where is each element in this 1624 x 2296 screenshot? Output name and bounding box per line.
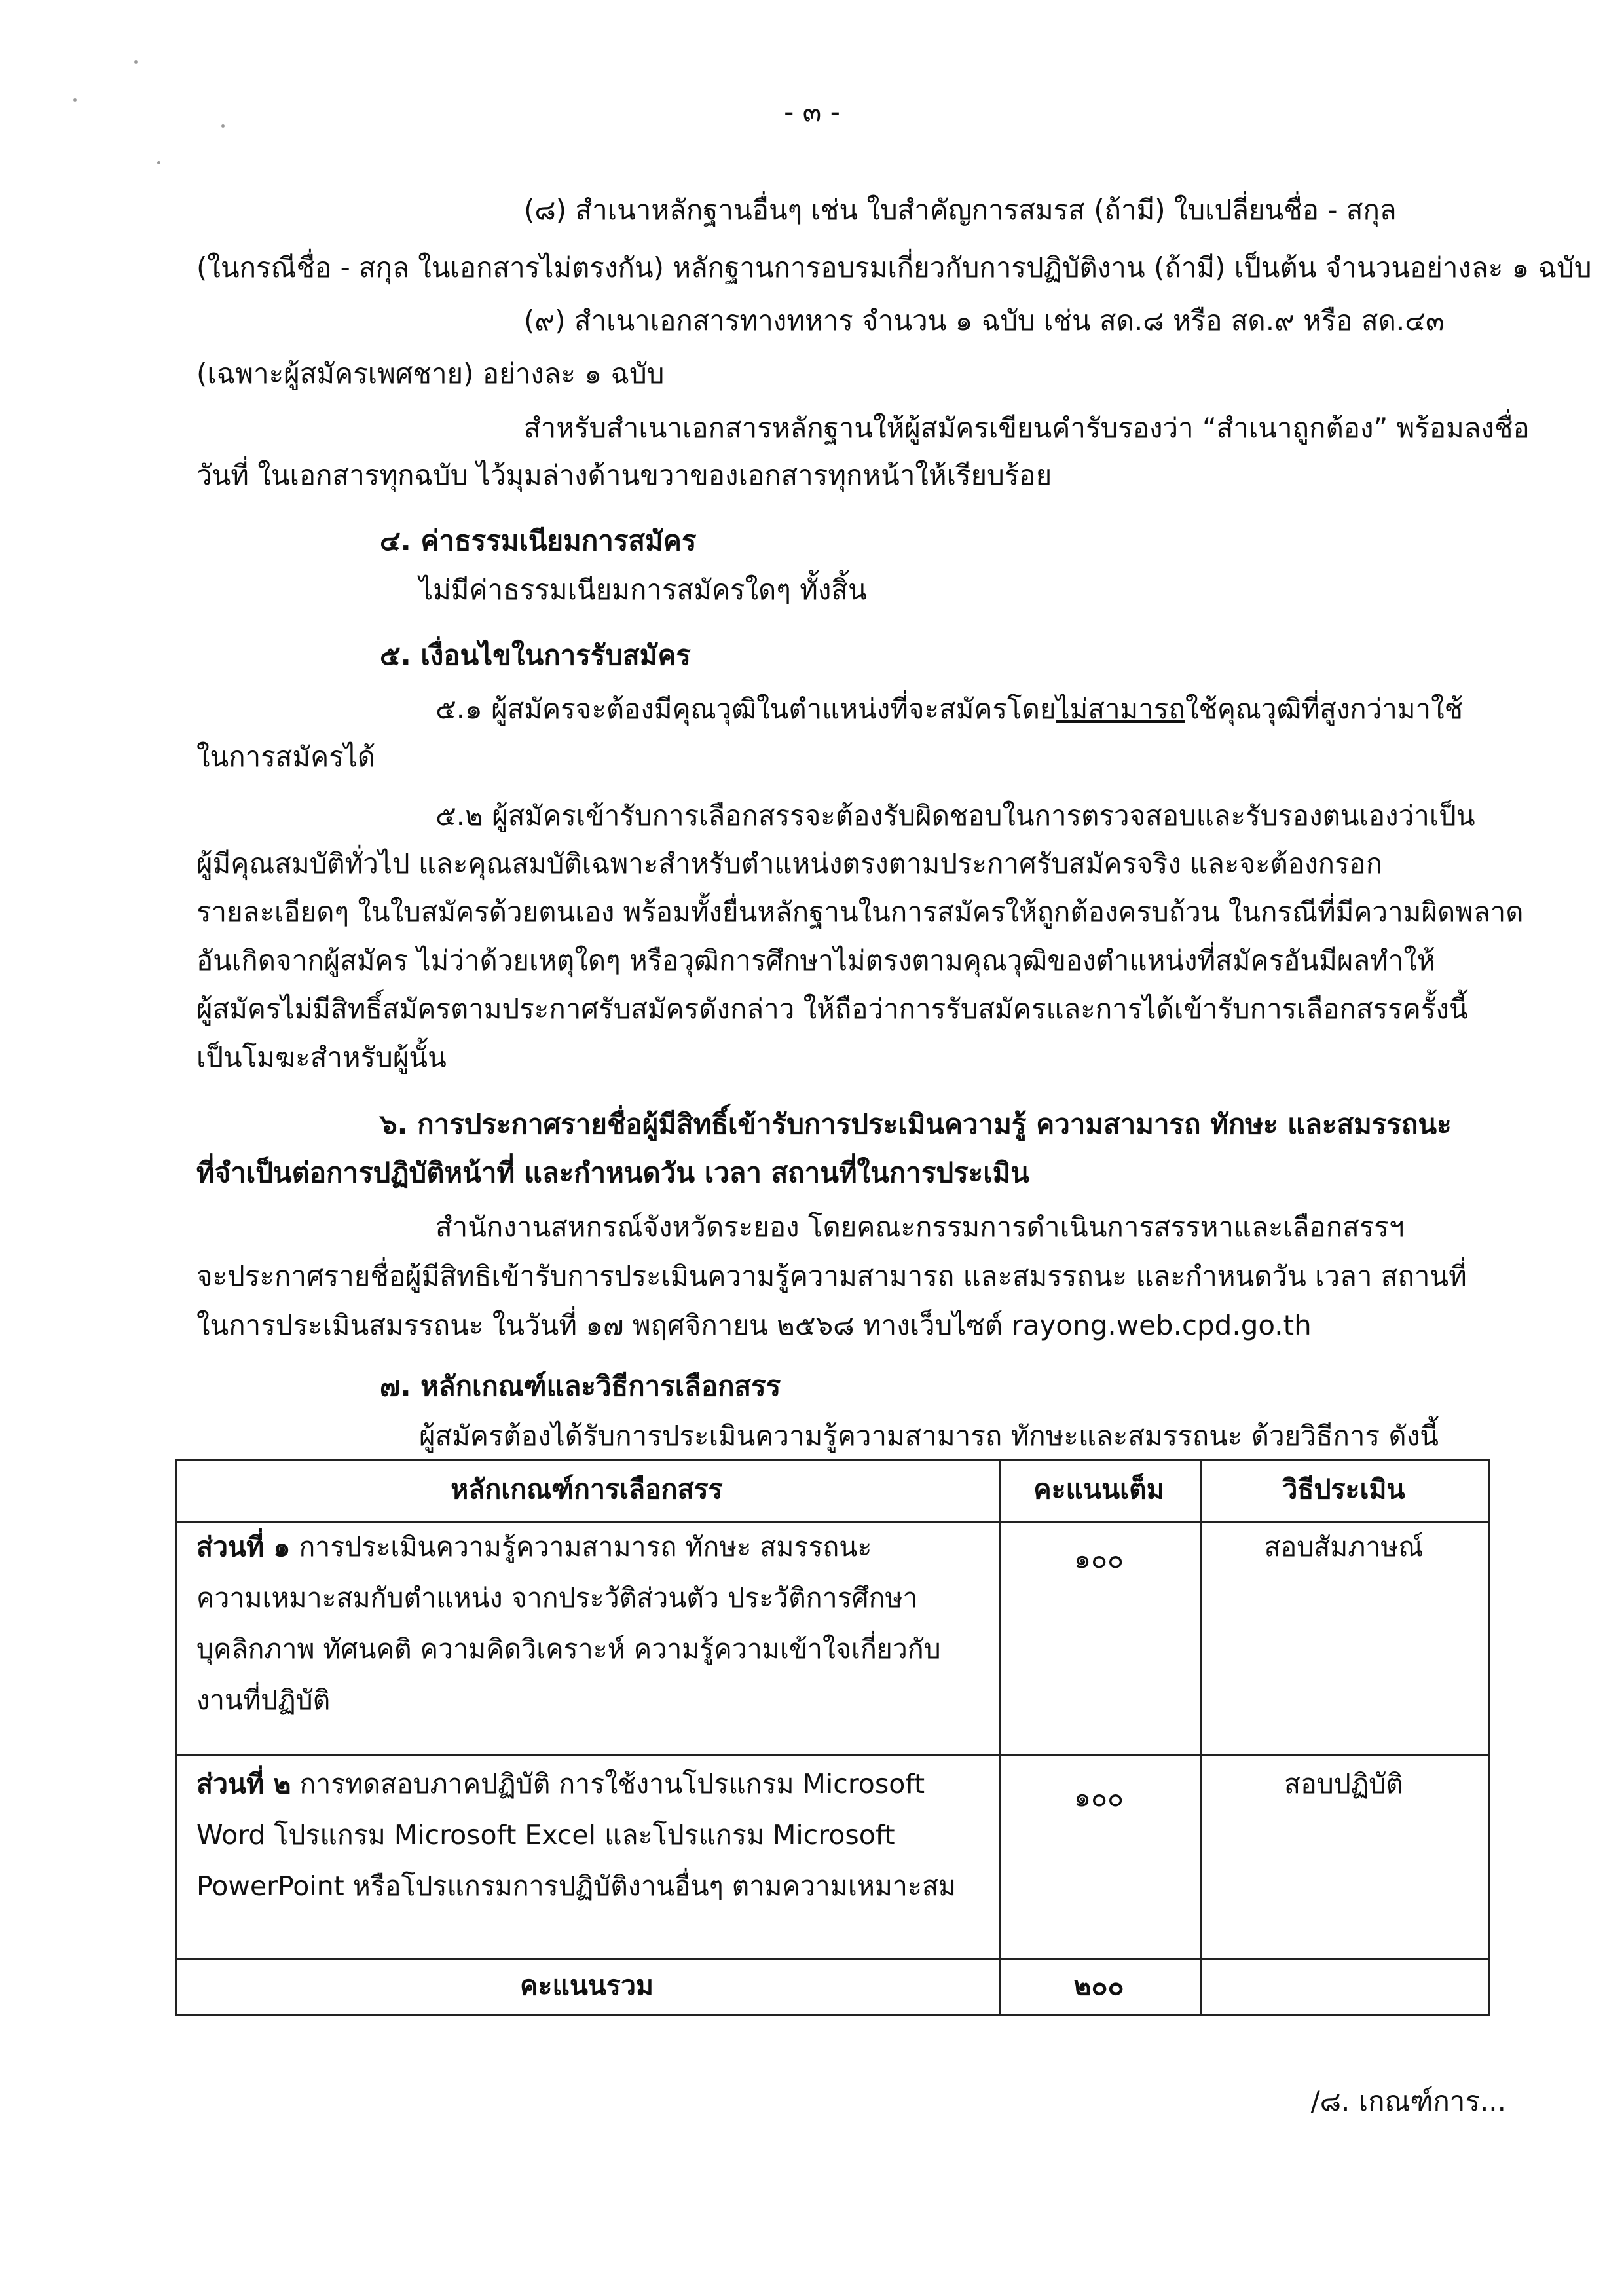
section6-heading-line1: ๖. การประกาศรายชื่อผู้มีสิทธิ์เข้ารับการประเมินความรู้ ความสามารถ ทักษะ และสมรรถนะ <box>380 1108 1452 1140</box>
row1-line2: ความเหมาะสมกับตำแหน่ง จากประวัติส่วนตัว ประวัติการศึกษา <box>196 1582 918 1614</box>
section5-2-line6: เป็นโมฆะสำหรับผู้นั้น <box>196 1041 447 1073</box>
section5-2-line4: อันเกิดจากผู้สมัคร ไม่ว่าด้วยเหตุใดๆ หรือวุฒิการศึกษาไม่ตรงตามคุณวุฒิของตำแหน่งที่สมัครอันมีผลทำให้ <box>196 944 1435 976</box>
section5-1-text-b: ใช้คุณวุฒิที่สูงกว่ามาใช้ <box>1185 693 1464 725</box>
row1-line4: งานที่ปฏิบัติ <box>196 1684 331 1716</box>
table-header-method: วิธีประเมิน <box>1282 1473 1405 1505</box>
table-total-score: ๒๐๐ <box>1073 1970 1124 2001</box>
table-rule-right <box>1488 1459 1490 2016</box>
item8-line2: (ในกรณีชื่อ - สกุล ในเอกสารไม่ตรงกัน) หลักฐานการอบรมเกี่ยวกับการปฏิบัติงาน (ถ้ามี) เป็นต้น จำนวนอย่างละ ๑ ฉบับ <box>196 251 1592 284</box>
table-header-criteria: หลักเกณฑ์การเลือกสรร <box>451 1473 723 1505</box>
section6-body-line1: สำนักงานสหกรณ์จังหวัดระยอง โดยคณะกรรมการดำเนินการสรรหาและเลือกสรรฯ <box>435 1211 1405 1243</box>
row2-line1: การทดสอบภาคปฏิบัติ การใช้งานโปรแกรม Microsoft <box>299 1768 925 1800</box>
section5-1-text-a: ๕.๑ ผู้สมัครจะต้องมีคุณวุฒิในตำแหน่งที่จะสมัครโดย <box>435 693 1056 725</box>
scan-speck <box>134 60 138 64</box>
scan-speck <box>157 161 160 164</box>
section4-heading: ๔. ค่าธรรมเนียมการสมัคร <box>380 525 697 557</box>
scan-speck <box>221 124 225 128</box>
certify-line1: สำหรับสำเนาเอกสารหลักฐานให้ผู้สมัครเขียนคำรับรองว่า “สำเนาถูกต้อง” พร้อมลงชื่อ <box>524 412 1530 444</box>
row2-label: ส่วนที่ ๒ <box>196 1768 291 1800</box>
scan-speck <box>73 98 77 102</box>
certify-line2: วันที่ ในเอกสารทุกฉบับ ไว้มุมล่างด้านขวาของเอกสารทุกหน้าให้เรียบร้อย <box>196 459 1052 491</box>
row1-score: ๑๐๐ <box>1073 1543 1124 1574</box>
table-row <box>196 1768 925 1800</box>
item9-line1: (๙) สำเนาเอกสารทางทหาร จำนวน ๑ ฉบับ เช่น สด.๘ หรือ สด.๙ หรือ สด.๔๓ <box>524 305 1445 337</box>
table-total-label: คะแนนรวม <box>520 1970 654 2001</box>
section5-1-line2: ในการสมัครได้ <box>196 741 376 773</box>
section5-2-line1: ๕.๒ ผู้สมัครเข้ารับการเลือกสรรจะต้องรับผิดชอบในการตรวจสอบและรับรองตนเองว่าเป็น <box>435 800 1475 832</box>
table-rule-top <box>175 1459 1490 1461</box>
section5-1-underlined: ไม่สามารถ <box>1056 693 1185 725</box>
table-rule-row2 <box>175 1958 1490 1960</box>
item8-line1-text: (๘) สำเนาหลักฐานอื่นๆ เช่น ใบสำคัญการสมรส (ถ้ามี) ใบเปลี่ยนชื่อ - สกุล <box>524 194 1397 226</box>
row1-line1: การประเมินความรู้ความสามารถ ทักษะ สมรรถนะ <box>299 1531 872 1563</box>
row2-score: ๑๐๐ <box>1073 1781 1124 1813</box>
section6-heading-line2: ที่จำเป็นต่อการปฏิบัติหน้าที่ และกำหนดวัน เวลา สถานที่ในการประเมิน <box>196 1157 1029 1189</box>
row1-line3: บุคลิกภาพ ทัศนคติ ความคิดวิเคราะห์ ความรู้ความเข้าใจเกี่ยวกับ <box>196 1633 941 1665</box>
section7-intro: ผู้สมัครต้องได้รับการประเมินความรู้ความสามารถ ทักษะและสมรรถนะ ด้วยวิธีการ ดังนี้ <box>419 1420 1439 1452</box>
continuation-marker: /๘. เกณฑ์การ... <box>1310 2085 1506 2117</box>
table-row <box>196 1531 978 1563</box>
row2-line2: Word โปรแกรม Microsoft Excel และโปรแกรม Microsoft <box>196 1819 895 1851</box>
section6-body-line3: ในการประเมินสมรรถนะ ในวันที่ ๑๗ พฤศจิกายน ๒๕๖๘ ทางเว็บไซต์ rayong.web.cpd.go.th <box>196 1309 1312 1341</box>
section4-body: ไม่มีค่าธรรมเนียมการสมัครใดๆ ทั้งสิ้น <box>419 574 867 606</box>
table-rule-row1 <box>175 1754 1490 1756</box>
row1-method: สอบสัมภาษณ์ <box>1264 1531 1424 1563</box>
row1-label: ส่วนที่ ๑ <box>196 1531 291 1563</box>
table-rule-left <box>175 1459 177 2016</box>
section7-heading: ๗. หลักเกณฑ์และวิธีการเลือกสรร <box>380 1370 781 1402</box>
row2-line3: PowerPoint หรือโปรแกรมการปฏิบัติงานอื่นๆ ตามความเหมาะสม <box>196 1870 957 1902</box>
section5-heading: ๕. เงื่อนไขในการรับสมัคร <box>380 639 691 671</box>
table-rule-col1 <box>999 1459 1001 2016</box>
table-rule-header <box>175 1521 1490 1523</box>
item8-line1 <box>524 196 1491 224</box>
row2-method: สอบปฏิบัติ <box>1284 1768 1403 1800</box>
table-rule-col2 <box>1200 1459 1202 2016</box>
page-number: - ๓ - <box>784 96 840 128</box>
section5-2-line3: รายละเอียดๆ ในใบสมัครด้วยตนเอง พร้อมทั้งยื่นหลักฐานในการสมัครให้ถูกต้องครบถ้วน ในกรณีที่มีความผิดพลาด <box>196 896 1524 928</box>
section5-1-line1 <box>435 695 1463 723</box>
table-rule-bottom <box>175 2014 1490 2016</box>
section5-2-line5: ผู้สมัครไม่มีสิทธิ์สมัครตามประกาศรับสมัครดังกล่าว ให้ถือว่าการรับสมัครและการได้เข้ารับการเลือกสรรครั้งนี้ <box>196 993 1468 1025</box>
table-header-score: คะแนนเต็ม <box>1033 1473 1164 1505</box>
section6-body-line2: จะประกาศรายชื่อผู้มีสิทธิเข้ารับการประเมินความรู้ความสามารถ และสมรรถนะ และกำหนดวัน เวลา สถานที่ <box>196 1260 1467 1292</box>
item9-line2: (เฉพาะผู้สมัครเพศชาย) อย่างละ ๑ ฉบับ <box>196 358 665 390</box>
section5-2-line2: ผู้มีคุณสมบัติทั่วไป และคุณสมบัติเฉพาะสำหรับตำแหน่งตรงตามประกาศรับสมัครจริง และจะต้องกรอก <box>196 847 1383 880</box>
